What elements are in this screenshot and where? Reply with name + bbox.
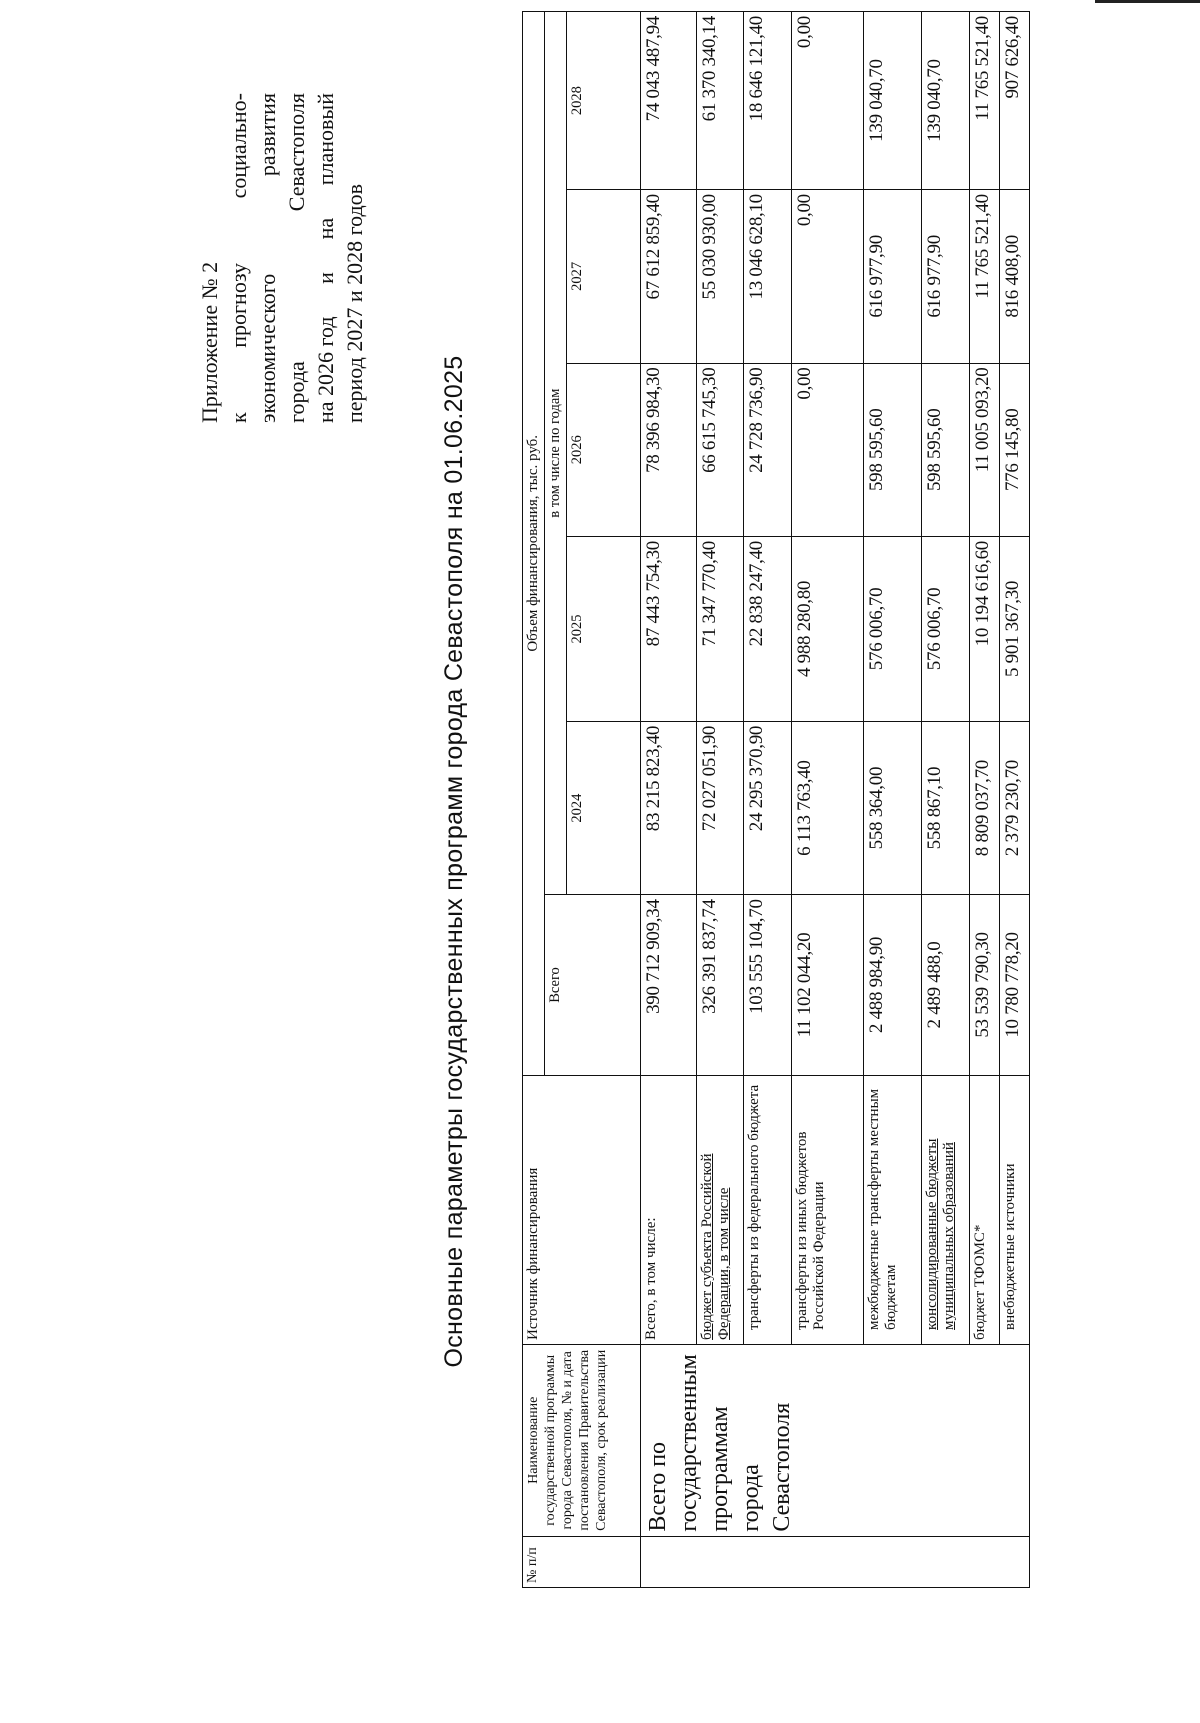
value-cell: 11 765 521,40	[970, 12, 1000, 190]
value-cell: 390 712 909,34	[641, 895, 697, 1075]
source-cell: трансферты из федерального бюджета	[744, 1075, 792, 1344]
program-name-cell: Всего по государственным программам города Севастополя	[641, 1344, 1030, 1536]
header-year: 2024	[567, 721, 641, 894]
source-cell: трансферты из иных бюджетов Российской Федерации	[792, 1075, 864, 1344]
appendix-word: на	[313, 217, 338, 240]
header-year: 2027	[567, 190, 641, 363]
value-cell: 11 005 093,20	[970, 363, 1000, 536]
appendix-word: к	[226, 412, 251, 423]
source-cell: бюджет ТФОМС*	[970, 1075, 1000, 1344]
value-cell: 139 040,70	[922, 12, 970, 190]
value-cell: 0,00	[792, 190, 864, 363]
value-cell: 598 595,60	[864, 363, 922, 536]
value-cell: 55 030 930,00	[697, 190, 744, 363]
source-cell: консолидированные бюджеты муниципальных образований	[922, 1075, 970, 1344]
appendix-line	[224, 93, 253, 423]
value-cell: 103 555 104,70	[744, 895, 792, 1075]
appendix-word: прогнозу	[226, 262, 251, 348]
value-cell: 74 043 487,94	[641, 12, 697, 190]
value-cell: 24 728 736,90	[744, 363, 792, 536]
header-by-years: в том числе по годам	[545, 12, 567, 895]
header-row	[523, 12, 545, 1588]
value-cell: 53 539 790,30	[970, 895, 1000, 1075]
appendix-word: Севастополя	[284, 93, 309, 212]
header-source: Источник финансирования	[523, 1075, 641, 1344]
value-cell: 11 102 044,20	[792, 895, 864, 1075]
value-cell: 83 215 823,40	[641, 721, 697, 894]
value-cell: 598 595,60	[922, 363, 970, 536]
value-cell: 66 615 745,30	[697, 363, 744, 536]
value-cell: 18 646 121,40	[744, 12, 792, 190]
value-cell: 816 408,00	[1000, 190, 1030, 363]
table-row	[641, 12, 697, 1588]
row-number-cell	[641, 1536, 1030, 1587]
appendix-word: экономического	[255, 273, 280, 423]
value-cell: 616 977,90	[922, 190, 970, 363]
appendix-word: социально-	[226, 93, 251, 199]
value-cell: 10 194 616,60	[970, 537, 1000, 722]
financing-table	[522, 11, 1030, 1588]
value-cell: 13 046 628,10	[744, 190, 792, 363]
appendix-word: плановый	[313, 93, 338, 186]
value-cell: 0,00	[792, 12, 864, 190]
value-cell: 139 040,70	[864, 12, 922, 190]
appendix-word: и	[313, 272, 338, 284]
appendix-line	[311, 93, 340, 423]
appendix-word: развития	[255, 93, 280, 177]
value-cell: 2 489 488,0	[922, 895, 970, 1075]
document-title: Основные параметры государственных программ города Севастополя на 01.06.2025	[440, 355, 468, 1368]
value-cell: 558 364,00	[864, 721, 922, 894]
value-cell: 61 370 340,14	[697, 12, 744, 190]
value-cell: 8 809 037,70	[970, 721, 1000, 894]
value-cell: 576 006,70	[922, 537, 970, 722]
value-cell: 5 901 367,30	[1000, 537, 1030, 722]
value-cell: 616 977,90	[864, 190, 922, 363]
header-number: № п/п	[523, 1536, 641, 1587]
value-cell: 72 027 051,90	[697, 721, 744, 894]
value-cell: 0,00	[792, 363, 864, 536]
appendix-word: города	[284, 361, 309, 423]
value-cell: 576 006,70	[864, 537, 922, 722]
value-cell: 11 765 521,40	[970, 190, 1000, 363]
value-cell: 87 443 754,30	[641, 537, 697, 722]
value-cell: 4 988 280,80	[792, 537, 864, 722]
value-cell: 78 396 984,30	[641, 363, 697, 536]
appendix-note	[195, 93, 369, 423]
value-cell: 776 145,80	[1000, 363, 1030, 536]
header-year: 2025	[567, 537, 641, 722]
value-cell: 907 626,40	[1000, 12, 1030, 190]
value-cell: 558 867,10	[922, 721, 970, 894]
header-year: 2026	[567, 363, 641, 536]
source-cell: бюджет субъекта Российской Федерации, в том числе	[697, 1075, 744, 1344]
appendix-line	[253, 93, 282, 423]
appendix-line	[282, 93, 311, 423]
value-cell: 22 838 247,40	[744, 537, 792, 722]
value-cell: 10 780 778,20	[1000, 895, 1030, 1075]
value-cell: 2 488 984,90	[864, 895, 922, 1075]
source-cell: межбюджетные трансферты местным бюджетам	[864, 1075, 922, 1344]
header-total: Всего	[545, 895, 641, 1075]
header-year: 2028	[567, 12, 641, 190]
appendix-word: на 2026 год	[313, 316, 338, 423]
header-program-name: Наименование государственной программы города Севастополя, № и дата постановления Правительства Севастополя, срок реализации	[523, 1344, 641, 1536]
value-cell: 71 347 770,40	[697, 537, 744, 722]
value-cell: 6 113 763,40	[792, 721, 864, 894]
value-cell: 67 612 859,40	[641, 190, 697, 363]
source-cell: внебюджетные источники	[1000, 1075, 1030, 1344]
value-cell: 24 295 370,90	[744, 721, 792, 894]
appendix-period: период 2027 и 2028 годов	[342, 183, 367, 423]
appendix-number: Приложение № 2	[197, 261, 222, 423]
header-volume: Объем финансирования, тыс. руб.	[523, 12, 545, 1076]
value-cell: 326 391 837,74	[697, 895, 744, 1075]
source-cell: Всего, в том числе:	[641, 1075, 697, 1344]
value-cell: 2 379 230,70	[1000, 721, 1030, 894]
